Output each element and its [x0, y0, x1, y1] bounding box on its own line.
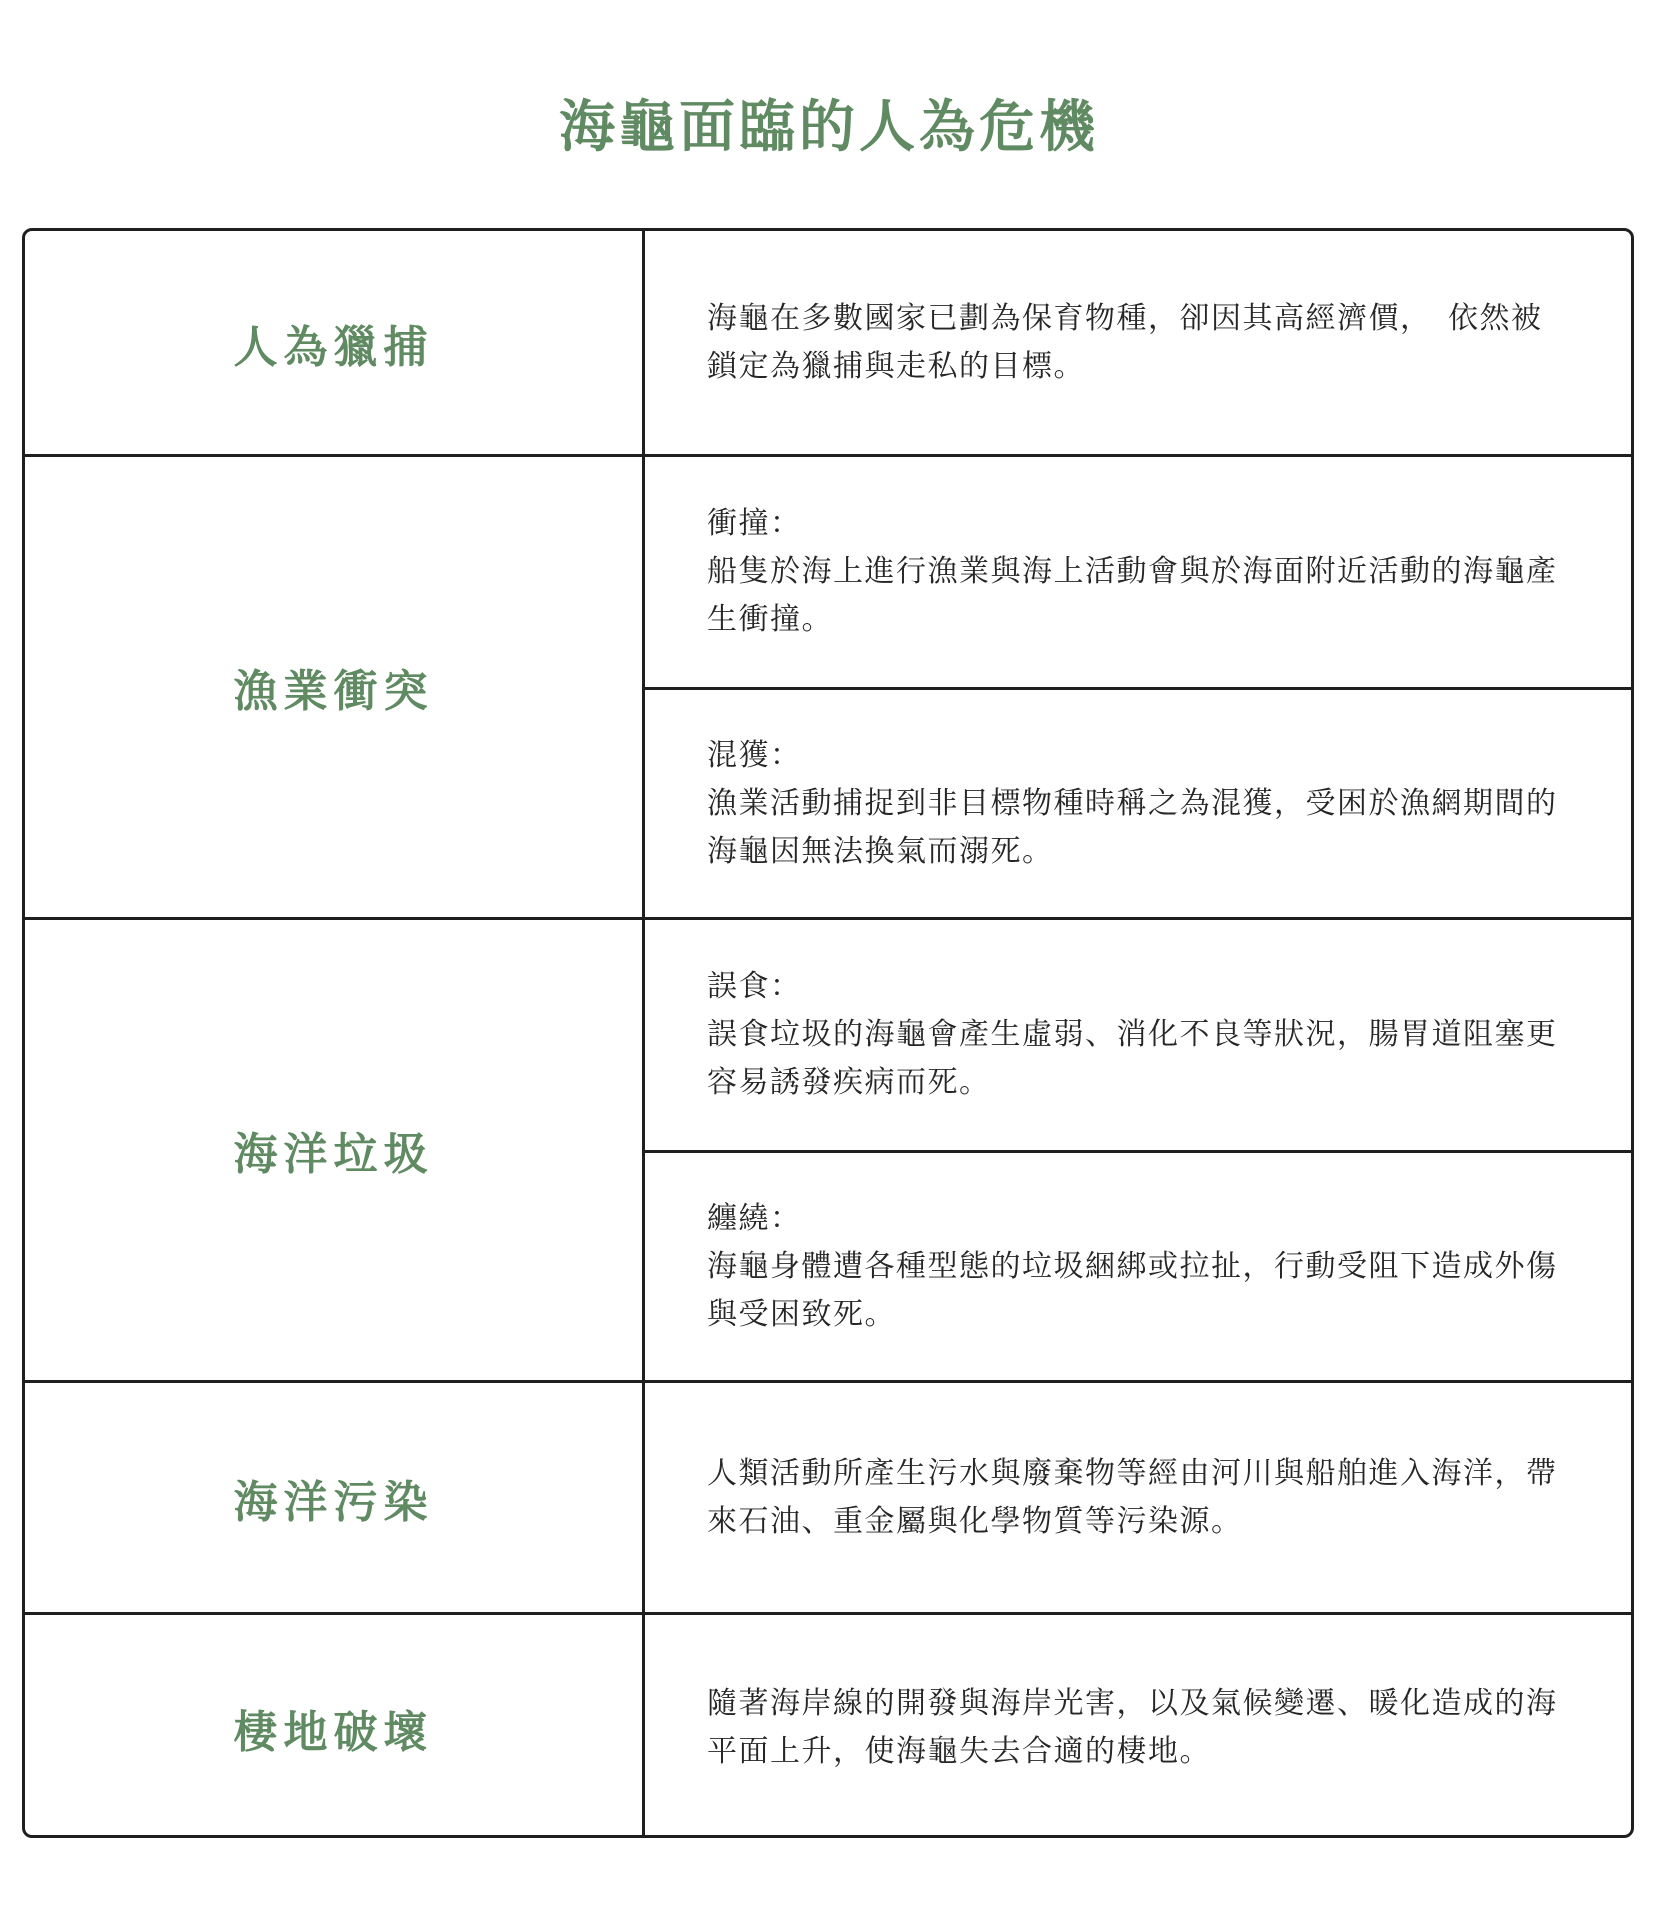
threat-row-hunting [25, 231, 1631, 454]
category-cell [25, 231, 645, 454]
category-label: 人為獵捕 [233, 321, 434, 373]
description-text [707, 1680, 1571, 1776]
description-cell [645, 1150, 1631, 1380]
description-body: 船隻於海上進行漁業與海上活動會與於海面附近活動的海龜產生衝撞。 [707, 554, 1558, 637]
category-cell [25, 1383, 645, 1612]
description-cell [645, 687, 1631, 917]
description-text [707, 500, 1571, 644]
category-label: 棲地破壞 [233, 1707, 434, 1758]
description-cell [645, 457, 1631, 687]
sub-heading: 纏繞： [707, 1200, 802, 1236]
description-text [707, 295, 1571, 391]
threat-row-habitat [25, 1612, 1631, 1838]
description-cell [645, 1383, 1631, 1612]
description-body: 誤食垃圾的海龜會產生虛弱、消化不良等狀況，腸胃道阻塞更容易誘發疾病而死。 [707, 1017, 1558, 1100]
category-label: 海洋垃圾 [233, 1129, 434, 1180]
description-area [645, 1615, 1631, 1838]
threat-row-marine-debris [25, 917, 1631, 1380]
description-body: 隨著海岸線的開發與海岸光害，以及氣候變遷、暖化造成的海平面上升，使海龜失去合適的棲地。 [707, 1686, 1558, 1769]
description-cell [645, 231, 1631, 454]
category-label: 海洋污染 [233, 1476, 434, 1528]
sub-heading: 誤食： [707, 969, 802, 1004]
sub-heading: 衝撞： [707, 506, 802, 541]
description-area [645, 457, 1631, 917]
page-title: 海龜面臨的人為危機 [559, 95, 1099, 160]
description-cell [645, 1615, 1631, 1838]
category-label: 漁業衝突 [233, 666, 434, 717]
threat-row-fishery [25, 454, 1631, 917]
description-area [645, 231, 1631, 454]
threat-row-pollution [25, 1380, 1631, 1612]
description-area [645, 920, 1631, 1380]
description-text [707, 1450, 1571, 1546]
category-cell [25, 1615, 645, 1838]
description-text [707, 1195, 1571, 1339]
description-body: 漁業活動捕捉到非目標物種時稱之為混獲，受困於漁網期間的海龜因無法換氣而溺死。 [707, 785, 1558, 869]
description-area [645, 1383, 1631, 1612]
description-body: 人類活動所產生污水與廢棄物等經由河川與船舶進入海洋，帶來石油、重金屬與化學物質等污染源。 [707, 1455, 1558, 1539]
category-cell [25, 457, 645, 917]
description-cell [645, 920, 1631, 1150]
threat-table [22, 228, 1634, 1838]
description-text [707, 732, 1571, 876]
description-body: 海龜身體遭各種型態的垃圾綑綁或拉扯，行動受阻下造成外傷與受困致死。 [707, 1248, 1558, 1332]
category-cell [25, 920, 645, 1380]
description-body: 海龜在多數國家已劃為保育物種，卻因其高經濟價， 依然被鎖定為獵捕與走私的目標。 [707, 300, 1543, 384]
sub-heading: 混獲： [707, 737, 802, 773]
description-text [707, 963, 1571, 1107]
